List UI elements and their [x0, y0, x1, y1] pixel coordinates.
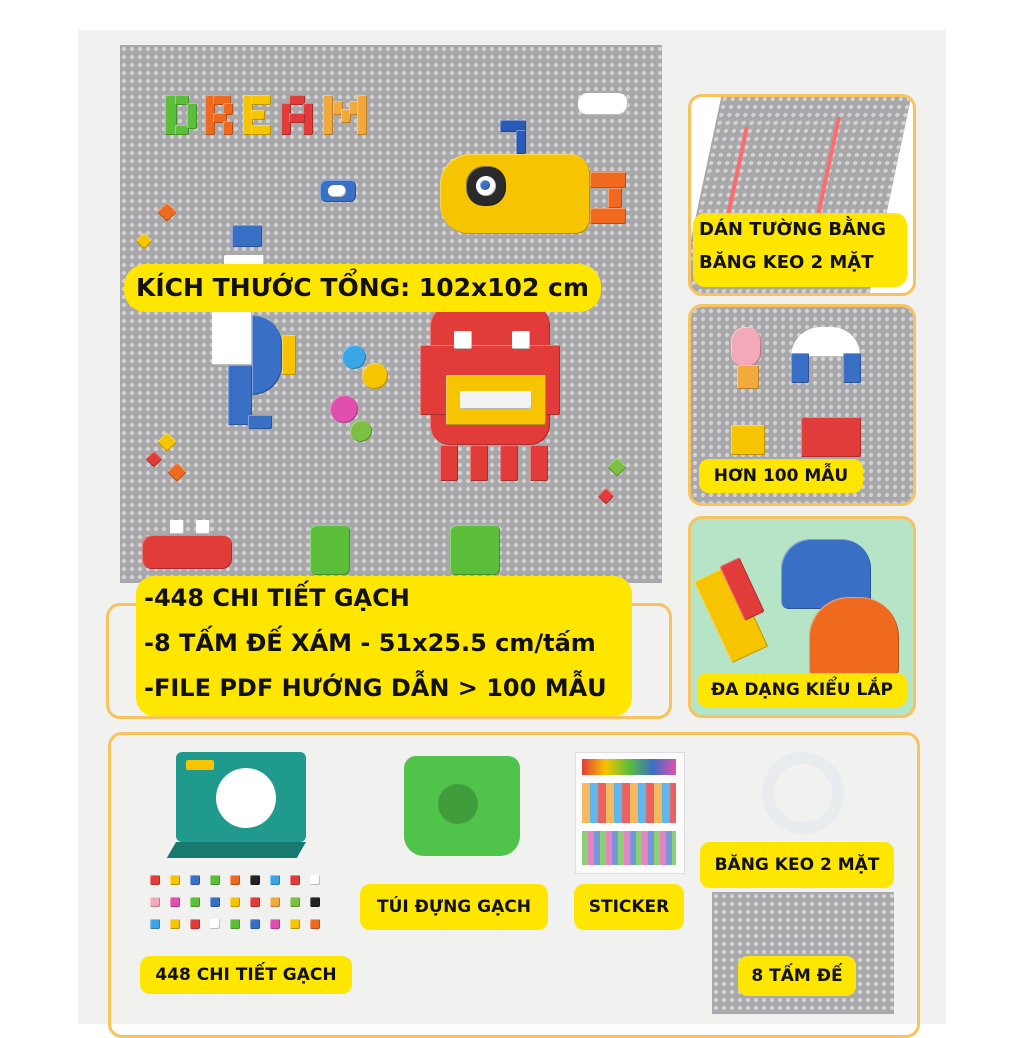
spec-line-plates: -8 TẤM ĐẾ XÁM - 51x25.5 cm/tấm [144, 629, 596, 657]
designs-label: HƠN 100 MẪU [699, 459, 863, 493]
specs-panel [136, 576, 632, 716]
gift-bricks [731, 425, 765, 455]
tape-label: BĂNG KEO 2 MẶT [700, 842, 894, 888]
star-bricks [157, 202, 177, 222]
cloud-bricks [578, 93, 628, 115]
total-size-label: KÍCH THƯỚC TỔNG: 102x102 cm [124, 264, 601, 312]
variety-panel [688, 516, 916, 718]
spec-line-bricks: -448 CHI TIẾT GẠCH [144, 584, 410, 612]
plates-label: 8 TẤM ĐẾ [738, 956, 856, 996]
tape-roll-image [762, 752, 844, 834]
variety-label: ĐA DẠNG KIỂU LẮP [697, 673, 907, 707]
main-baseplate-image [120, 45, 662, 583]
spec-line-pdf-guide: -FILE PDF HƯỚNG DẪN > 100 MẪU [144, 674, 607, 702]
icecream-bricks [731, 327, 761, 367]
bag-label: TÚI ĐỰNG GẠCH [360, 884, 548, 930]
sticker-sheet-image [575, 752, 685, 874]
product-box-image [176, 752, 306, 842]
gear-bricks [342, 345, 366, 369]
drawstring-bag-image [404, 756, 520, 856]
sticker-label: STICKER [574, 884, 684, 930]
designs-panel [688, 304, 916, 506]
cake-bricks [801, 417, 861, 457]
wall-tape-label: DÁN TƯỜNG BẰNG BĂNG KEO 2 MẶT [693, 213, 907, 287]
crab-bricks [142, 535, 232, 569]
bricks-count-label: 448 CHI TIẾT GẠCH [140, 956, 352, 994]
brick-pieces-image [150, 875, 340, 945]
wall-tape-panel [688, 94, 916, 296]
seaweed-bricks [310, 525, 350, 575]
